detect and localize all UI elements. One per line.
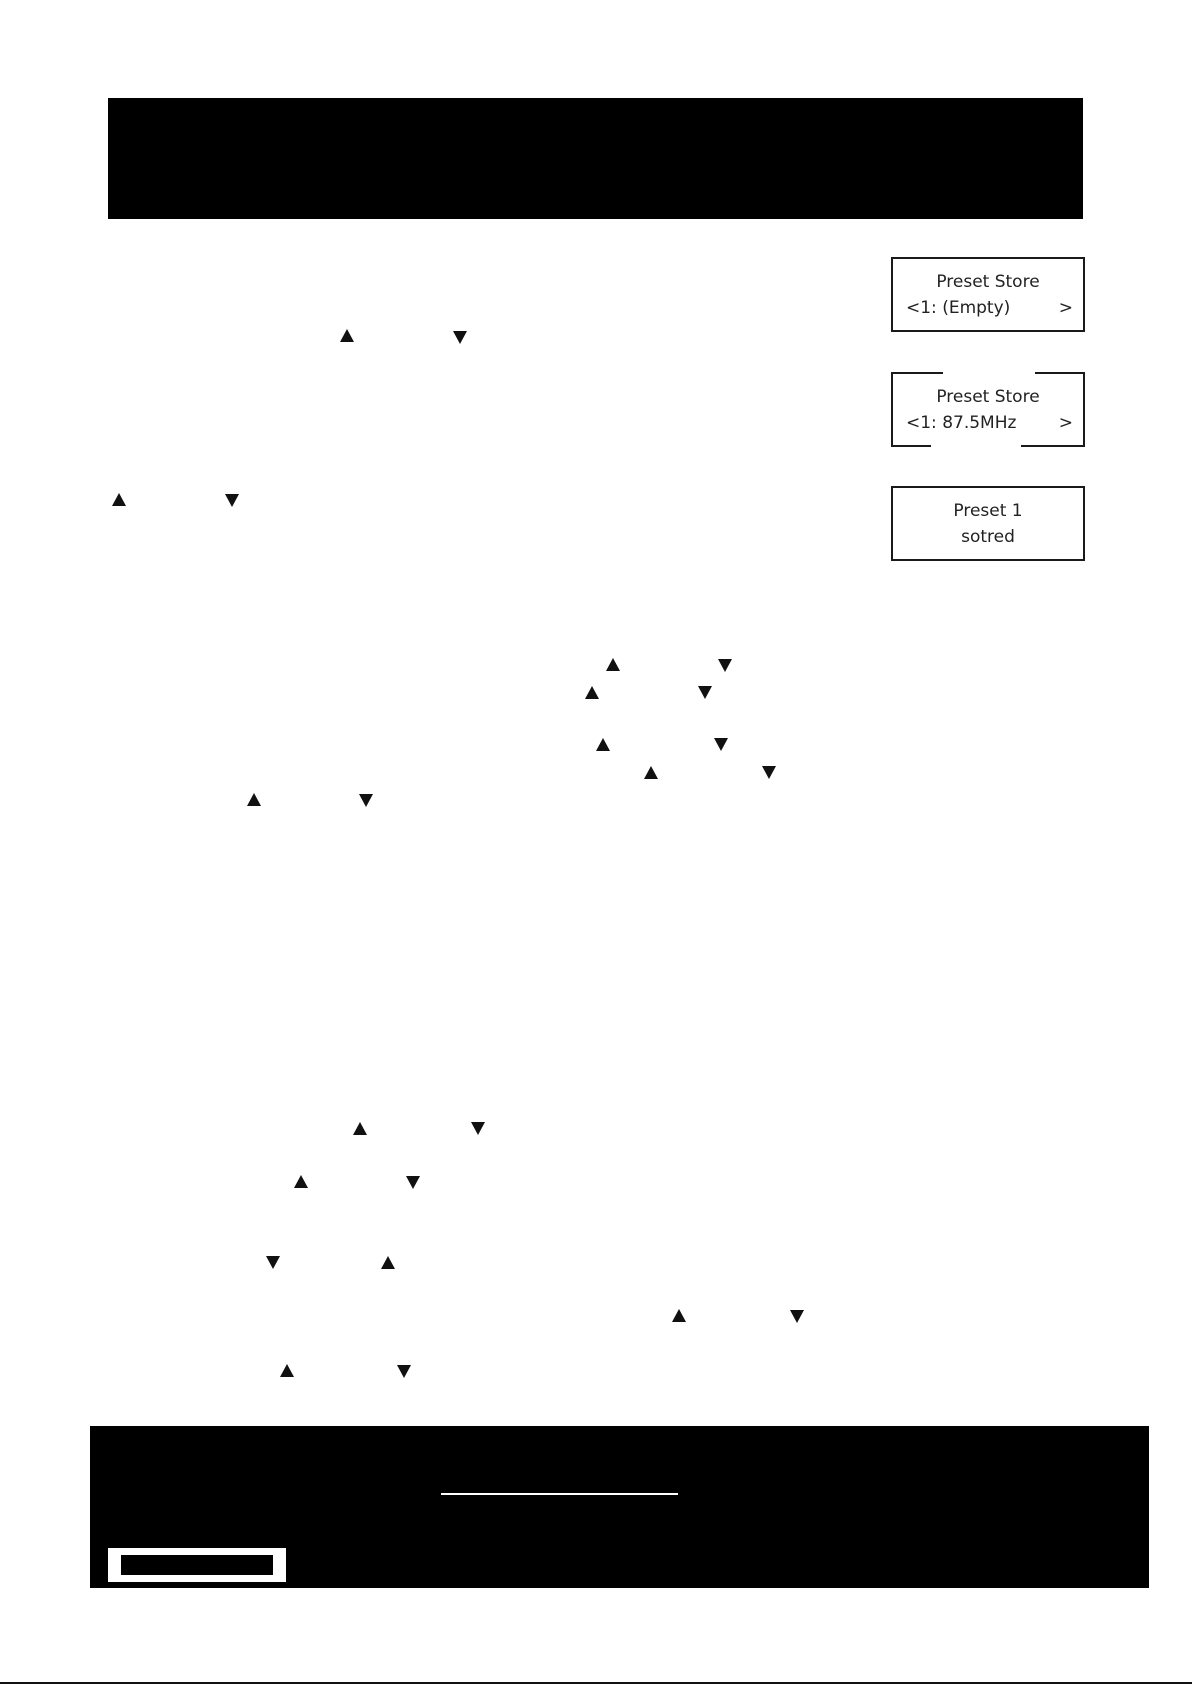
up-triangle-icon xyxy=(596,738,610,751)
lcd-border-gap xyxy=(943,371,1035,375)
lcd-line-1: Preset 1 xyxy=(953,501,1023,521)
up-triangle-icon xyxy=(280,1364,294,1377)
lcd-border-gap xyxy=(931,444,1021,448)
down-triangle-icon xyxy=(406,1176,420,1189)
header-band xyxy=(108,98,1083,219)
lcd-line-1: Preset Store xyxy=(936,272,1040,292)
lcd-right-arrow: > xyxy=(1058,413,1073,433)
up-triangle-icon xyxy=(340,329,354,342)
down-triangle-icon xyxy=(471,1122,485,1135)
lcd-display-preset-stored xyxy=(891,486,1085,561)
up-triangle-icon xyxy=(247,793,261,806)
up-triangle-icon xyxy=(381,1256,395,1269)
footer-link-underline[interactable] xyxy=(441,1493,678,1495)
down-triangle-icon xyxy=(762,766,776,779)
up-triangle-icon xyxy=(294,1175,308,1188)
down-triangle-icon xyxy=(266,1256,280,1269)
lcd-display-preset-store-empty xyxy=(891,257,1085,332)
down-triangle-icon xyxy=(790,1310,804,1323)
down-triangle-icon xyxy=(698,686,712,699)
down-triangle-icon xyxy=(359,794,373,807)
lcd-line-2: <1: 87.5MHz xyxy=(906,413,1017,433)
lcd-line-2: sotred xyxy=(961,527,1015,547)
up-triangle-icon xyxy=(644,766,658,779)
down-triangle-icon xyxy=(397,1365,411,1378)
footer-badge-fill xyxy=(121,1555,273,1575)
lcd-line-2: <1: (Empty) xyxy=(906,298,1011,318)
lcd-display-preset-store-frequency xyxy=(891,372,1085,447)
down-triangle-icon xyxy=(225,494,239,507)
up-triangle-icon xyxy=(672,1309,686,1322)
lcd-line-1: Preset Store xyxy=(936,387,1040,407)
up-triangle-icon xyxy=(353,1122,367,1135)
up-triangle-icon xyxy=(585,686,599,699)
down-triangle-icon xyxy=(718,659,732,672)
down-triangle-icon xyxy=(453,331,467,344)
up-triangle-icon xyxy=(606,658,620,671)
lcd-right-arrow: > xyxy=(1058,298,1073,318)
up-triangle-icon xyxy=(112,493,126,506)
down-triangle-icon xyxy=(714,738,728,751)
